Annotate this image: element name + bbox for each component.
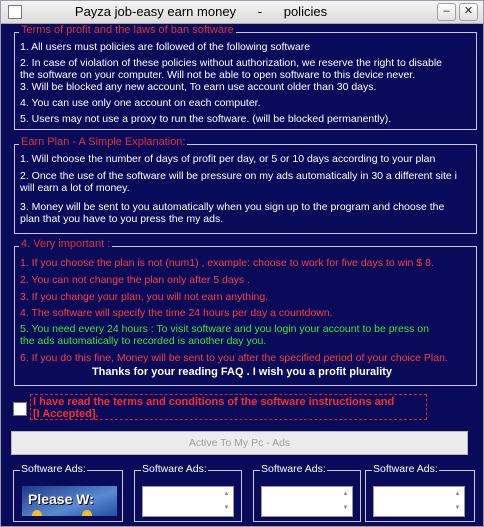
- terms-line: 3. Will be blocked any new account, To earn use account older than 30 days.: [20, 81, 377, 93]
- plan-line: will earn a lot of money.: [20, 182, 130, 194]
- ad-list-box[interactable]: [261, 486, 353, 517]
- software-ads-label: Software Ads:: [261, 463, 326, 475]
- important-line: 4. The software will specify the time 24 hours per day a countdown.: [20, 307, 333, 319]
- terms-line: 1. All users must policies are followed of the following software: [20, 41, 311, 53]
- minimize-button[interactable]: –: [437, 3, 456, 21]
- scroll-up-icon[interactable]: ▲: [454, 491, 461, 497]
- plan-line: plan that you have to you press the my ads.: [20, 213, 224, 225]
- ad-banner-text: Please W:: [28, 491, 94, 507]
- scroll-down-icon[interactable]: ▼: [454, 505, 461, 511]
- earn-plan-group: [14, 136, 477, 234]
- accept-terms-line: [I Accepted].: [33, 408, 99, 420]
- earn-plan-legend: Earn Plan - A Simple Explanation:: [21, 136, 186, 148]
- terms-line: the software on your computer. Will not be able to open software to this device never.: [20, 69, 416, 81]
- software-ads-label: Software Ads:: [373, 463, 438, 475]
- title-bar[interactable]: [1, 1, 483, 24]
- scroll-down-icon[interactable]: ▼: [342, 505, 349, 511]
- ad-list-box[interactable]: [373, 486, 465, 517]
- thanks-message: Thanks for your reading FAQ . I wish you a profit plurality: [91, 366, 393, 378]
- scroll-down-icon[interactable]: ▼: [223, 505, 230, 511]
- ad-banner[interactable]: [22, 486, 117, 516]
- activate-button[interactable]: Active To My Pc - Ads: [11, 431, 468, 455]
- terms-line: 2. In case of violation of these policies without authorization, we reserve the right to disable: [20, 57, 442, 69]
- software-ads-group-1: [13, 463, 123, 522]
- terms-legend: Terms of profit and the laws of ban software: [21, 24, 234, 36]
- accept-terms-line: I have read the terms and conditions of the software instructions and: [33, 396, 395, 408]
- software-ads-group-2: [134, 463, 242, 522]
- terms-line: 5. Users may not use a proxy to run the software. (will be blocked permanently).: [20, 113, 392, 125]
- important-line: 5. You need every 24 hours : To visit software and you login your account to be press on: [20, 323, 429, 335]
- plan-line: 2. Once the use of the software will be pressure on my ads automatically in 30 a different site i: [20, 170, 457, 182]
- window-title: Payza job-easy earn money - policies: [74, 4, 328, 19]
- scroll-up-icon[interactable]: ▲: [342, 491, 349, 497]
- accept-checkbox[interactable]: [13, 402, 27, 416]
- terms-line: 4. You can use only one account on each computer.: [20, 97, 261, 109]
- important-legend: 4. Very important :: [21, 238, 111, 250]
- scroll-up-icon[interactable]: ▲: [223, 491, 230, 497]
- terms-group: [14, 24, 477, 130]
- important-line: 2. You can not change the plan only after 5 days .: [20, 274, 251, 286]
- ad-list-box[interactable]: [142, 486, 234, 517]
- important-line: 6. If you do this fine, Money will be sent to you after the specified period of your choice Plan.: [20, 352, 448, 364]
- important-line: 1. If you choose the plan is not (num1) , example: choose to work for five days to win $ 8.: [20, 257, 434, 269]
- important-line: 3. If you change your plan, you will not earn anything.: [20, 291, 269, 303]
- software-ads-label: Software Ads:: [21, 463, 86, 475]
- plan-line: 3. Money will be sent to you automatically when you sign up to the program and choose the: [20, 201, 445, 213]
- important-group: [14, 238, 477, 386]
- close-button[interactable]: ✕: [459, 3, 478, 21]
- important-line: the ads automatically to recorded is another day you.: [20, 335, 267, 347]
- software-ads-label: Software Ads:: [142, 463, 207, 475]
- accept-terms-label[interactable]: [30, 394, 427, 420]
- plan-line: 1. Will choose the number of days of profit per day, or 5 or 10 days according to your plan: [20, 153, 436, 165]
- software-ads-group-4: [365, 463, 475, 522]
- software-ads-group-3: [253, 463, 361, 522]
